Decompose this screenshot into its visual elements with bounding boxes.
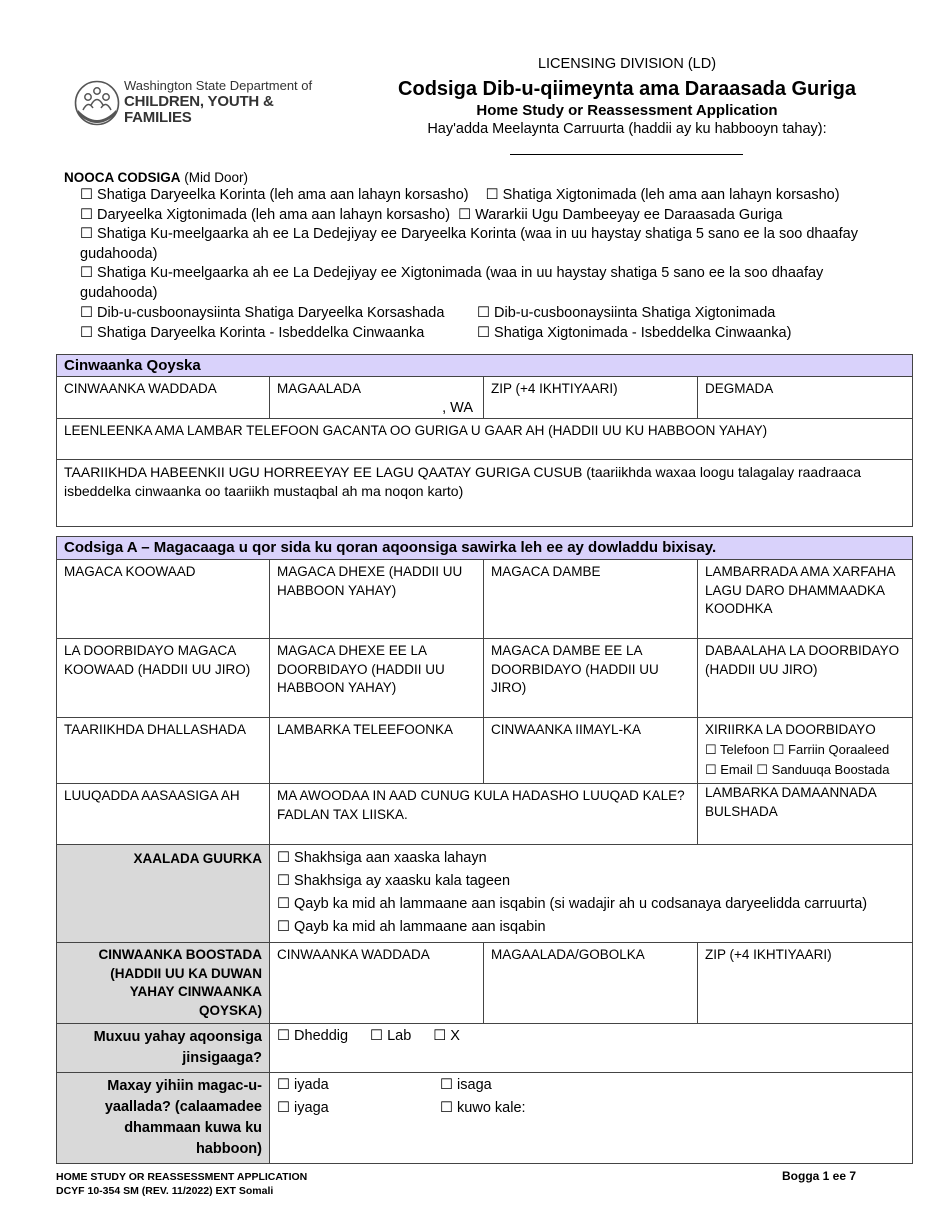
application-type-section: [64, 170, 914, 343]
pronoun-option-she[interactable]: ☐ iyada: [277, 1077, 329, 1093]
application-type-title: NOOCA CODSIGA (Mid Door): [64, 170, 249, 185]
division-label: LICENSING DIVISION (LD): [537, 56, 717, 72]
directions-field[interactable]: LEENLEENKA AMA LAMBAR TELEFOON GACANTA OO GURIGA U GAAR AH (HADDII UU KU HABBOON YAHAY): [57, 419, 913, 460]
marital-status-options: [270, 845, 913, 943]
preferred-last-name-field[interactable]: LA DOORBIDAYO MAGACA KOOWAAD (HADDII UU JIRO): [57, 639, 270, 718]
agency-license-label: Hay'adda Meelaynta Carruurta (haddii ay ku habbooyn tahay):: [427, 121, 827, 137]
agency-logo: [74, 80, 326, 126]
move-date-field[interactable]: TAARIIKHDA HABEENKII UGU HORREEYAY EE LAGU QAATAY GURIGA CUSUB (taariikhda waxaa loogu talagalay raadraaca isbeddelka cinwaanka oo taariikh mustaqbal ah ma noqon karto): [57, 460, 913, 527]
name-suffix-field[interactable]: LAMBARRADA AMA XARFAHA LAGU DARO DHAMMAADKA KOODHKA: [698, 560, 913, 639]
other-language-field[interactable]: MA AWOODAA IN AAD CUNUG KULA HADASHO LUUQAD KALE? FADLAN TAX LIISKA.: [270, 784, 698, 845]
marital-option-joint-couple[interactable]: ☐ Qayb ka mid ah lammaane aan isqabin (si wadajir ah u codsanaya daryeelidda carruurta): [277, 896, 868, 912]
pronouns-label: Maxay yihiin magac-u-yaallada? (calaamadee dhammaan kuwa ku habboon): [57, 1073, 270, 1164]
zip-field[interactable]: ZIP (+4 IKHTIYAARI): [484, 377, 698, 419]
gender-option-male[interactable]: ☐ Lab: [370, 1028, 412, 1044]
agency-license-field[interactable]: [510, 154, 743, 155]
last-name-field[interactable]: MAGACA KOOWAAD: [57, 560, 270, 639]
contact-preference-field: XIRIIRKA LA DOORBIDAYO ☐ Telefoon ☐ Farriin Qoraaleed ☐ Email ☐ Sanduuqa Boostada: [698, 718, 913, 784]
option-foster-address-change[interactable]: ☐ Shatiga Daryeelka Korinta - Isbeddelka Cinwaanka: [80, 325, 425, 341]
pronoun-option-other[interactable]: ☐ kuwo kale:: [440, 1100, 526, 1116]
option-kinship-address-change[interactable]: ☐ Shatiga Xigtonimada - Isbeddelka Cinwaanka): [477, 325, 792, 341]
pronoun-options: [270, 1073, 913, 1164]
pronoun-option-he[interactable]: ☐ isaga: [440, 1077, 492, 1093]
preferred-pronouns-field[interactable]: DABAALAHA LA DOORBIDAYO (HADDII UU JIRO): [698, 639, 913, 718]
residence-section-title: Cinwaanka Qoyska: [57, 355, 913, 377]
mailing-street-field[interactable]: CINWAANKA WADDADA: [270, 943, 484, 1024]
marital-option-single[interactable]: ☐ Shakhsiga aan xaaska lahayn: [277, 850, 487, 866]
street-address-field[interactable]: CINWAANKA WADDADA: [57, 377, 270, 419]
marital-option-divorced[interactable]: ☐ Shakhsiga ay xaasku kala tageen: [277, 873, 511, 889]
mailing-city-field[interactable]: MAGAALADA/GOBOLKA: [484, 943, 698, 1024]
residence-table: [56, 354, 913, 527]
gender-identity-label: Muxuu yahay aqoonsiga jinsigaaga?: [57, 1024, 270, 1073]
marital-option-couple[interactable]: ☐ Qayb ka mid ah lammaane aan isqabin: [277, 919, 546, 935]
pronoun-option-they[interactable]: ☐ iyaga: [277, 1100, 329, 1116]
footer-form-info: [56, 1170, 307, 1198]
page-number: Bogga 1 ee 7: [782, 1169, 857, 1183]
gender-options: [270, 1024, 913, 1073]
gender-option-female[interactable]: ☐ Dheddig: [277, 1028, 349, 1044]
option-home-study-update[interactable]: ☐ Wararkii Ugu Dambeeyay ee Daraasada Guriga: [458, 207, 783, 223]
phone-field[interactable]: LAMBARKA TELEEFOONKA: [270, 718, 484, 784]
option-foster-license[interactable]: ☐ Shatiga Daryeelka Korinta (leh ama aan lahayn korsasho): [80, 187, 469, 203]
contact-options-row2[interactable]: ☐ Email ☐ Sanduuqa Boostada: [705, 761, 890, 777]
mailing-zip-field[interactable]: ZIP (+4 IKHTIYAARI): [698, 943, 913, 1024]
option-kinship-care[interactable]: ☐ Daryeelka Xigtonimada (leh ama aan lahayn korsasho): [80, 207, 451, 223]
gender-option-x[interactable]: ☐ X: [433, 1028, 460, 1044]
first-name-field[interactable]: MAGACA DAMBE: [484, 560, 698, 639]
contact-options-row1[interactable]: ☐ Telefoon ☐ Farriin Qoraaleed: [705, 741, 890, 757]
preferred-middle-name-field[interactable]: MAGACA DHEXE EE LA DOORBIDAYO (HADDII UU HABBOON YAHAY): [270, 639, 484, 718]
mailing-address-label: CINWAANKA BOOSTADA (HADDII UU KA DUWAN YAHAY CINWAANKA QOYSKA): [57, 943, 270, 1024]
option-expedited-kinship[interactable]: ☐ Shatiga Ku-meelgaarka ah ee La Dedejiyay ee Xigtonimada (waa in uu haystay shatiga 5 sano ee la soo dhaafay gudahooda): [80, 265, 824, 301]
middle-name-field[interactable]: MAGACA DHEXE (HADDII UU HABBOON YAHAY): [270, 560, 484, 639]
family-logo-icon: [74, 80, 120, 126]
agency-name-line2: CHILDREN, YOUTH & FAMILIES: [124, 92, 274, 127]
applicant-a-section-title: Codsiga A – Magacaaga u qor sida ku qoran aqoonsiga sawirka leh ee ay dowladdu bixisay.: [57, 537, 913, 560]
state-label: , WA: [442, 399, 473, 416]
option-kinship-license[interactable]: ☐ Shatiga Xigtonimada (leh ama aan lahayn korsasho): [485, 187, 840, 203]
city-field[interactable]: MAGAALADA , WA: [270, 377, 484, 419]
birth-date-field[interactable]: TAARIIKHDA DHALLASHADA: [57, 718, 270, 784]
agency-name-line1: Washington State Department of: [124, 78, 313, 94]
ssn-field[interactable]: LAMBARKA DAMAANNADA BULSHADA: [698, 784, 913, 845]
applicant-a-table: [56, 536, 913, 1164]
form-title: Codsiga Dib-u-qiimeynta ama Daraasada Guriga: [398, 78, 856, 100]
form-subtitle: Home Study or Reassessment Application: [476, 102, 778, 119]
footer-form-number: DCYF 10-354 SM (REV. 11/2022) EXT Somali: [56, 1185, 274, 1197]
option-expedited-foster[interactable]: ☐ Shatiga Ku-meelgaarka ah ee La Dedejiyay ee Daryeelka Korinta (waa in uu haystay shatiga 5 sano ee la soo dhaafay gudahooda): [80, 226, 858, 262]
footer-form-name: HOME STUDY OR REASSESSMENT APPLICATION: [56, 1171, 308, 1183]
marital-status-label: XAALADA GUURKA: [57, 845, 270, 943]
preferred-first-name-field[interactable]: MAGACA DAMBE EE LA DOORBIDAYO (HADDII UU JIRO): [484, 639, 698, 718]
county-field[interactable]: DEGMADA: [698, 377, 913, 419]
primary-language-field[interactable]: LUUQADDA AASAASIGA AH: [57, 784, 270, 845]
option-foster-renewal[interactable]: ☐ Dib-u-cusboonaysiinta Shatiga Daryeelka Korsashada: [80, 305, 445, 321]
email-field[interactable]: CINWAANKA IIMAYL-KA: [484, 718, 698, 784]
option-kinship-renewal[interactable]: ☐ Dib-u-cusboonaysiinta Shatiga Xigtonimada: [477, 305, 776, 321]
